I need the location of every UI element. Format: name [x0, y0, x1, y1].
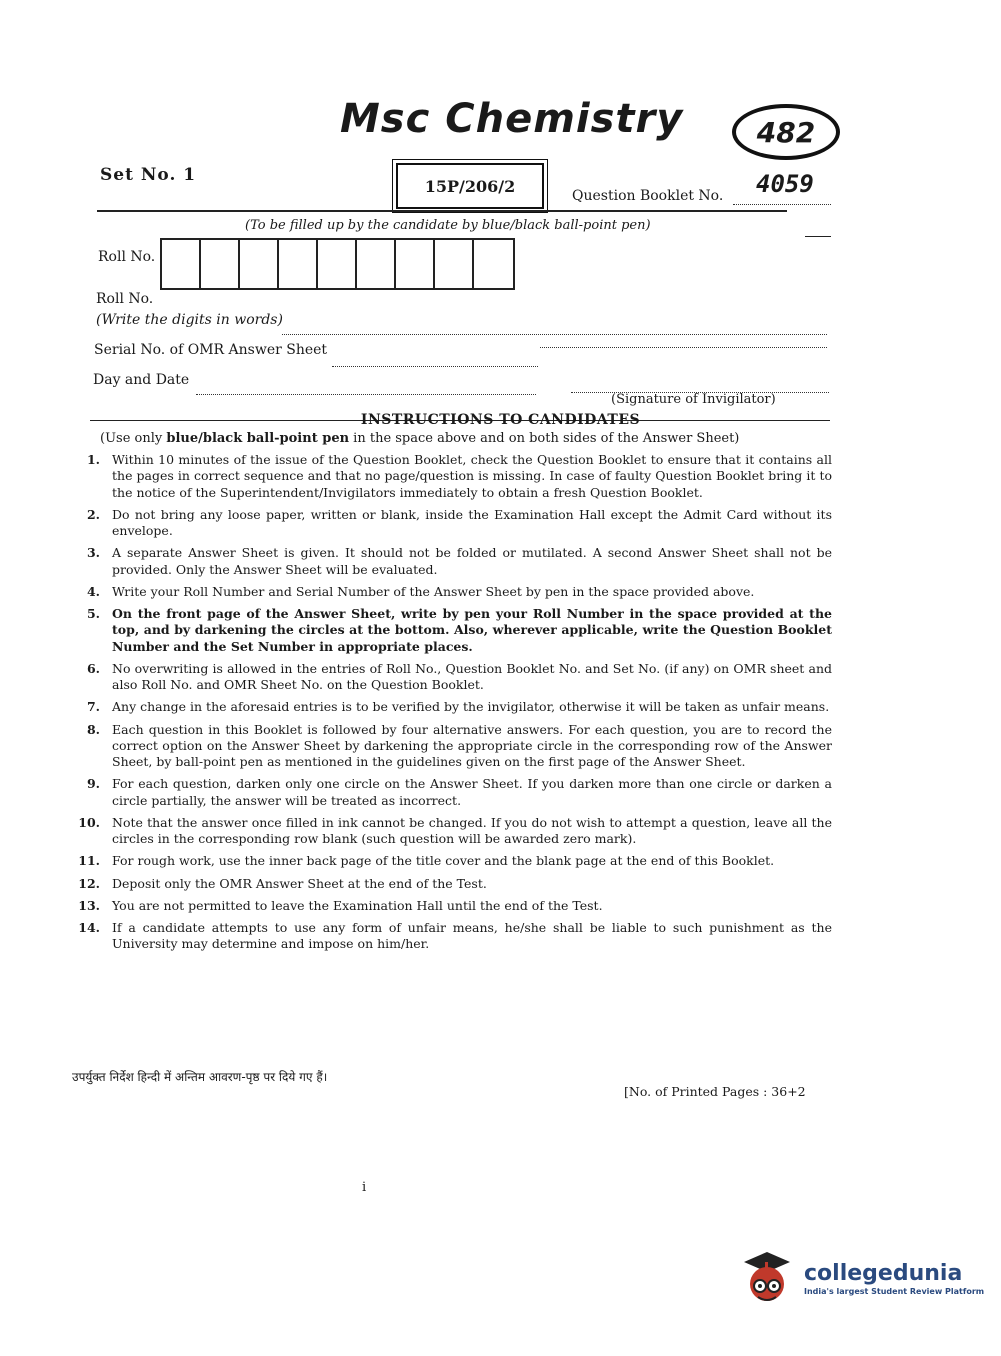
- instruction-number: 10.: [78, 814, 100, 830]
- roll-digit-box[interactable]: [162, 240, 201, 288]
- handwritten-subject-title: Msc Chemistry: [340, 96, 684, 142]
- roll-digit-box[interactable]: [318, 240, 357, 288]
- instruction-text: Note that the answer once filled in ink cannot be changed. If you do not wish to attempt a question, leave all the circles in the corresponding row blank (such question will be awarded zero mark).: [112, 814, 832, 846]
- instruction-item: [72, 898, 832, 914]
- instruction-text: Within 10 minutes of the issue of the Question Booklet, check the Question Booklet to ensure that it contains all the pages in correct sequence and that no page/question is missing. In case of faulty Question Booklet bring it to the notice of the Superintendent/Invigilators immediately to obtain a fresh Question Booklet.: [112, 452, 832, 500]
- roll-digit-box[interactable]: [396, 240, 435, 288]
- instruction-number: 9.: [86, 776, 100, 792]
- brand-tagline: India's largest Student Review Platform: [804, 1286, 985, 1296]
- roll-digit-box[interactable]: [279, 240, 318, 288]
- header-rule: [97, 210, 787, 212]
- paper-code: 15P/206/2: [424, 176, 516, 196]
- instruction-text: Write your Roll Number and Serial Number of the Answer Sheet by pen in the space provided above.: [112, 583, 755, 599]
- instruction-text: A separate Answer Sheet is given. It should not be folded or mutilated. A second Answer Sheet shall not be provided. Only the Answer Sheet will be evaluated.: [112, 545, 832, 577]
- instruction-text: No overwriting is allowed in the entries of Roll No., Question Booklet No. and Set No. (if any) on OMR sheet and also Roll No. and OMR Sheet No. on the Question Booklet.: [112, 660, 832, 692]
- roll-digit-box[interactable]: [240, 240, 279, 288]
- instruction-number: 6.: [86, 660, 100, 676]
- collegedunia-mascot-icon: [740, 1250, 794, 1308]
- instruction-text: If a candidate attempts to use any form of unfair means, he/she shall be liable to such punishment as the University may determine and impose on him/her.: [112, 920, 832, 952]
- instruction-text: Do not bring any loose paper, written or blank, inside the Examination Hall except the Admit Card without its envelope.: [112, 506, 832, 538]
- serial-omr-field[interactable]: [332, 352, 538, 367]
- roll-no-label: Roll No.: [98, 249, 156, 265]
- instructions-note: [100, 431, 830, 446]
- note-bold: blue/black ball-point pen: [166, 431, 350, 446]
- hindi-note: उपर्युक्त निर्देश हिन्दी में अन्तिम आवरण-पृष्ठ पर दिये गए हैं।: [72, 1070, 328, 1084]
- instruction-number: 5.: [86, 606, 100, 621]
- fill-instruction: (To be filled up by the candidate by blue/black ball-point pen): [245, 218, 651, 233]
- instructions-heading: INSTRUCTIONS TO CANDIDATES: [360, 412, 641, 428]
- roll-no-words-label: Roll No.: [96, 291, 154, 307]
- roll-digit-box[interactable]: [435, 240, 474, 288]
- question-booklet-label: Question Booklet No.: [572, 188, 724, 204]
- printed-pages: [No. of Printed Pages : 36+2: [624, 1084, 806, 1099]
- instruction-item: [72, 722, 832, 771]
- instruction-text: For each question, darken only one circle on the Answer Sheet. If you darken more than one circle or darken a circle partially, the answer will be treated as incorrect.: [112, 776, 832, 808]
- collegedunia-watermark: [740, 1250, 984, 1308]
- page-number: i: [362, 1180, 367, 1195]
- handwritten-code: 482: [756, 115, 816, 149]
- instruction-number: 7.: [86, 699, 100, 715]
- question-booklet-number: 4059: [756, 170, 814, 198]
- instruction-text: For rough work, use the inner back page of the title cover and the blank page at the end of this Booklet.: [112, 853, 775, 869]
- signature-label: (Signature of Invigilator): [611, 392, 776, 407]
- instruction-number: 3.: [86, 545, 100, 561]
- day-date-field[interactable]: [196, 380, 536, 395]
- set-number: Set No. 1: [100, 165, 197, 185]
- instruction-item: [72, 661, 832, 694]
- paper-code-box: [396, 163, 544, 209]
- instruction-item: [72, 545, 832, 578]
- roll-digit-box[interactable]: [474, 240, 513, 288]
- instruction-item: [72, 876, 832, 892]
- note-suffix: in the space above and on both sides of the Answer Sheet): [349, 431, 740, 446]
- serial-omr-label: Serial No. of OMR Answer Sheet: [94, 342, 328, 358]
- instruction-item: [72, 776, 832, 809]
- instruction-number: 11.: [78, 853, 100, 869]
- day-date-label: Day and Date: [93, 372, 190, 388]
- signature-line[interactable]: [571, 378, 829, 393]
- instruction-text: On the front page of the Answer Sheet, write by pen your Roll Number in the space provided at the top, and by darkening the circles at the bottom. Also, wherever applicable, write the Question Booklet Number and the Set Number in appropriate places.: [112, 606, 832, 654]
- instruction-item: [72, 507, 832, 540]
- instructions-list: [72, 452, 832, 959]
- instruction-number: 2.: [86, 506, 100, 522]
- instruction-number: 1.: [86, 452, 100, 467]
- instruction-item: [72, 606, 832, 655]
- instruction-number: 4.: [86, 583, 100, 599]
- header-rule-stub: [805, 236, 831, 237]
- roll-no-words-continuation: [540, 333, 827, 348]
- instruction-item: [72, 920, 832, 953]
- instruction-number: 14.: [78, 920, 100, 935]
- instruction-item: [72, 815, 832, 848]
- instruction-number: 12.: [78, 875, 100, 891]
- roll-digit-box[interactable]: [357, 240, 396, 288]
- brand-name: collegedunia: [804, 1261, 963, 1287]
- roll-no-boxes[interactable]: [160, 238, 515, 290]
- instruction-text: Any change in the aforesaid entries is to be verified by the invigilator, otherwise it will be taken as unfair means.: [112, 699, 830, 715]
- roll-no-words-hint: (Write the digits in words): [96, 312, 283, 328]
- instruction-text: You are not permitted to leave the Examination Hall until the end of the Test.: [112, 897, 603, 913]
- instruction-number: 8.: [86, 721, 100, 737]
- instruction-item: [72, 853, 832, 869]
- instruction-item: [72, 584, 832, 600]
- instruction-text: Each question in this Booklet is followed by four alternative answers. For each question, you are to record the correct option on the Answer Sheet by darkening the appropriate circle in the corresponding row of the Answer Sheet, by ball-point pen as mentioned in the guidelines given on the first page of the Answer Sheet.: [112, 721, 832, 769]
- instruction-item: [72, 452, 832, 501]
- roll-digit-box[interactable]: [201, 240, 240, 288]
- instruction-item: [72, 699, 832, 715]
- note-prefix: (Use only: [100, 431, 167, 446]
- instruction-text: Deposit only the OMR Answer Sheet at the end of the Test.: [112, 875, 487, 891]
- handwritten-code-oval: [732, 104, 840, 160]
- instruction-number: 13.: [78, 897, 100, 913]
